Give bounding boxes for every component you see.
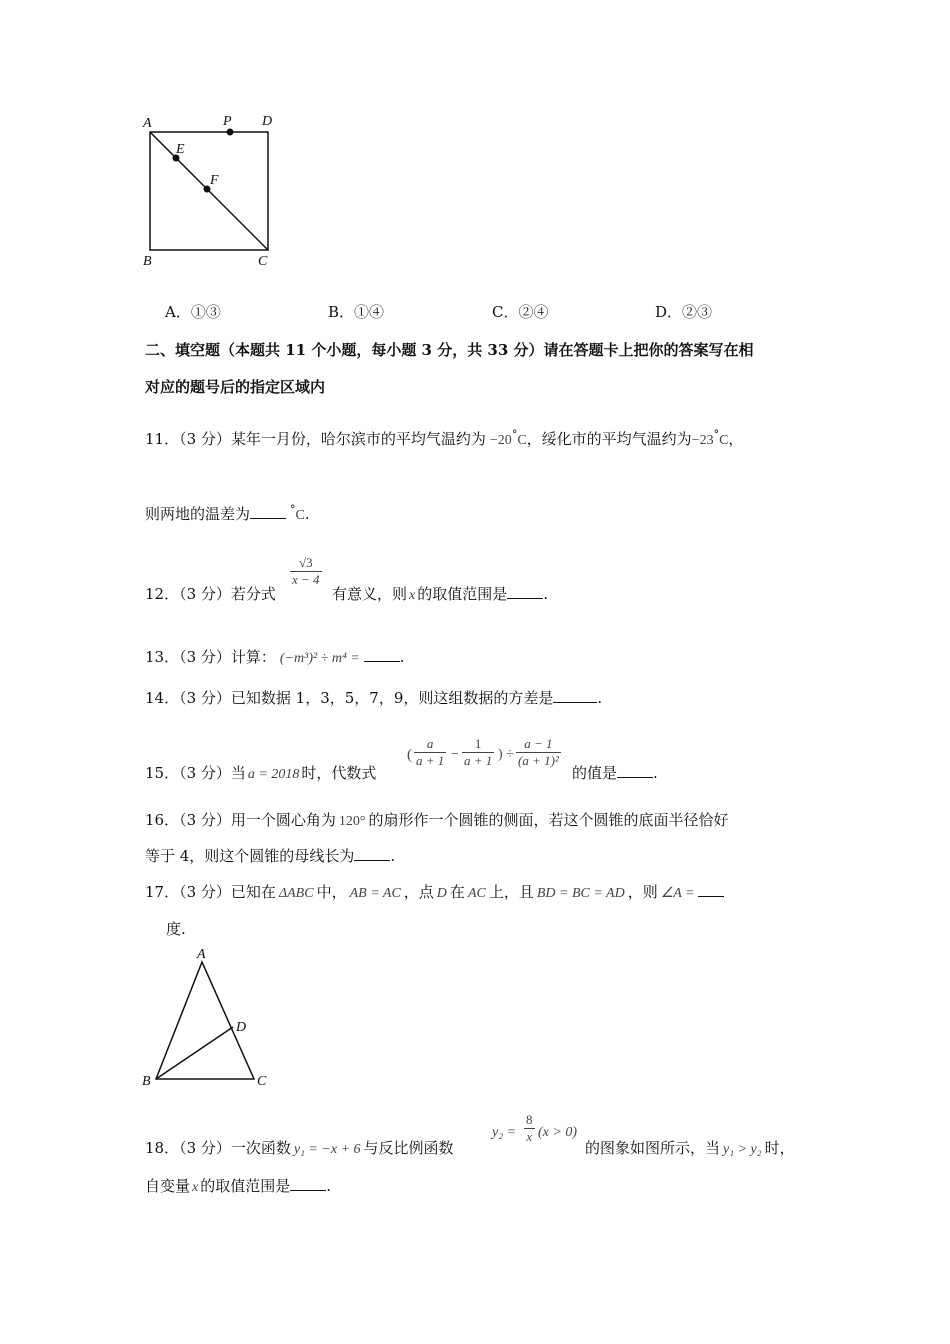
fraction-12: $\frac{√3}{x - 4}$: [292, 555, 320, 587]
label-a: A: [143, 116, 152, 131]
minus-15: −: [451, 747, 459, 762]
fraction-15-b: $\frac{1}{a + 1}$: [464, 736, 493, 768]
answer-blank-18[interactable]: [290, 1176, 326, 1191]
question-11: 11．（3 分）某年一月份，哈尔滨市的平均气温约为 −20°C，绥化市的平均气温约为−23°C，: [145, 428, 744, 448]
label-p: P: [223, 114, 232, 129]
question-16: 16．（3 分）用一个圆心角为 120° 的扇形作一个圆锥的侧面，若这个圆锥的底面半径恰好: [145, 811, 729, 829]
fraction-18: $\frac{8}{x}$: [526, 1112, 533, 1144]
answer-blank-14[interactable]: [553, 688, 597, 703]
label-b2: B: [142, 1074, 151, 1089]
answer-blank-13[interactable]: [364, 647, 400, 662]
section-2-heading: 二、填空题（本题共 11 个小题，每小题 3 分，共 33 分）请在答题卡上把你的答案写在相: [145, 341, 754, 359]
option-c[interactable]: C．②④: [492, 303, 549, 321]
answer-blank-15[interactable]: [617, 763, 653, 778]
option-b[interactable]: B．①④: [328, 303, 385, 321]
answer-blank-16[interactable]: [354, 846, 390, 861]
question-15-tail: 的值是 .: [572, 764, 658, 782]
answer-blank-17[interactable]: [698, 882, 724, 897]
temp-suihua: −23: [691, 433, 714, 448]
label-b: B: [143, 254, 152, 269]
triangle-figure: [138, 945, 278, 1090]
question-18-line2: 自变量 x 的取值范围是 .: [145, 1177, 332, 1195]
point-p: [227, 129, 234, 136]
square-figure: [140, 110, 290, 270]
question-17: 17．（3 分）已知在 ΔABC 中， AB = AC ，点 D 在 AC 上，且 BD = BC = AD ，则 ∠A =: [145, 882, 724, 904]
question-18-tail: 的图象如图所示，当 y₁ > y₂ 时，: [585, 1139, 795, 1157]
answer-blank-12[interactable]: [507, 584, 543, 599]
f2-cond: (x > 0): [538, 1125, 577, 1140]
question-14: 14．（3 分）已知数据 1，3，5，7，9，则这组数据的方差是 .: [145, 689, 603, 707]
label-f: F: [210, 173, 219, 188]
f2-lhs: y₂ =: [492, 1125, 517, 1140]
question-11-line2: 则两地的温差为 °C.: [145, 503, 310, 523]
question-12: 12．（3 分）若分式: [145, 585, 276, 603]
option-a[interactable]: A．①③: [165, 303, 221, 321]
label-a2: A: [197, 947, 206, 962]
fraction-15-c: $\frac{a - 1}{\text{(a + 1)²}}$: [518, 736, 559, 768]
label-c: C: [258, 254, 268, 269]
answer-blank-11[interactable]: [250, 504, 286, 519]
section-2-heading-cont: 对应的题号后的指定区域内: [145, 378, 326, 396]
expr-13: (−m³)² ÷ m⁴ =: [279, 651, 360, 666]
label-d: D: [262, 114, 273, 129]
question-17-line2: 度.: [166, 920, 186, 938]
label-d2: D: [236, 1020, 247, 1035]
temp-harbin: −20: [489, 433, 512, 448]
segment-bd: [156, 1027, 233, 1079]
fraction-15-a: $\frac{a}{a + 1}$: [416, 736, 445, 768]
question-13: 13．（3 分）计算： (−m³)² ÷ m⁴ = .: [145, 648, 405, 666]
question-16-line2: 等于 4，则这个圆锥的母线长为 .: [145, 847, 396, 865]
label-c2: C: [257, 1074, 267, 1089]
label-e: E: [176, 142, 185, 157]
expr-15-open: (: [407, 747, 412, 763]
question-12-tail: 有意义，则 x 的取值范围是 .: [332, 585, 549, 603]
option-d[interactable]: D．②③: [655, 303, 713, 321]
divide-15: ) ÷: [498, 747, 514, 762]
question-15: 15．（3 分）当 a = 2018 时，代数式: [145, 764, 377, 782]
question-18: 18．（3 分）一次函数 y₁ = −x + 6 与反比例函数: [145, 1139, 454, 1157]
